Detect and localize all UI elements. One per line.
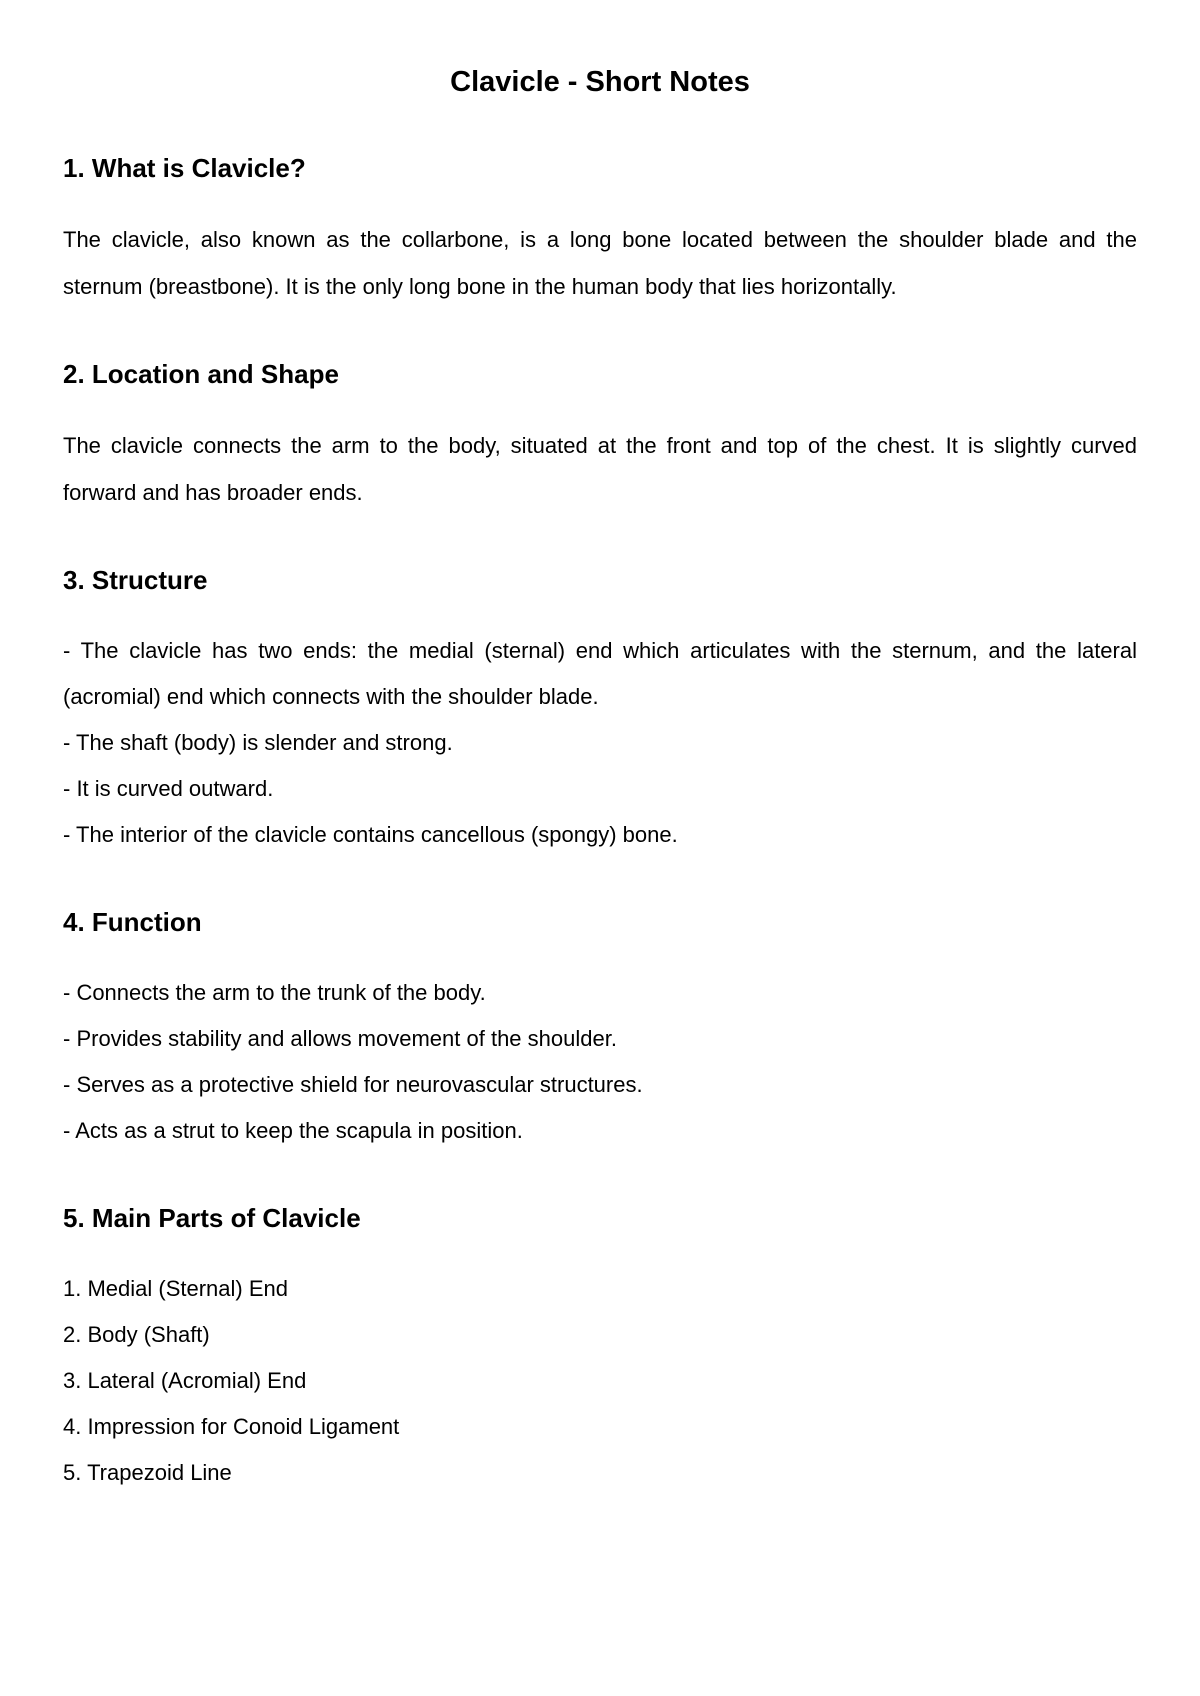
- list-item: - Connects the arm to the trunk of the body.: [63, 980, 486, 1005]
- section-main-parts: [63, 1198, 1137, 1496]
- list-item: 1. Medial (Sternal) End: [63, 1276, 288, 1301]
- section-function: [63, 902, 1137, 1154]
- section-heading: 3. Structure: [63, 565, 208, 595]
- list-item: - Serves as a protective shield for neurovascular structures.: [63, 1072, 643, 1097]
- section-heading: 2. Location and Shape: [63, 359, 339, 389]
- section-heading: 5. Main Parts of Clavicle: [63, 1203, 361, 1233]
- section-structure: [63, 560, 1137, 858]
- list-item: - Provides stability and allows movement of the shoulder.: [63, 1026, 617, 1051]
- section-location-and-shape: [63, 354, 1137, 516]
- section-paragraph: The clavicle, also known as the collarbone, is a long bone located between the shoulder blade and the sternum (breastbone). It is the only long bone in the human body that lies horizontally.: [63, 227, 1137, 299]
- section-heading: 4. Function: [63, 907, 202, 937]
- list-item: 3. Lateral (Acromial) End: [63, 1368, 307, 1393]
- list-item: - The shaft (body) is slender and strong.: [63, 730, 453, 755]
- list-item: - Acts as a strut to keep the scapula in position.: [63, 1118, 523, 1143]
- document-title: Clavicle - Short Notes: [450, 66, 750, 98]
- list-item: 2. Body (Shaft): [63, 1322, 210, 1347]
- list-item: 4. Impression for Conoid Ligament: [63, 1414, 400, 1439]
- list-item: - It is curved outward.: [63, 776, 274, 801]
- list-item: 5. Trapezoid Line: [63, 1460, 232, 1485]
- section-what-is-clavicle: [63, 148, 1137, 310]
- section-paragraph: The clavicle connects the arm to the body, situated at the front and top of the chest. It is slightly curved forward and has broader ends.: [63, 433, 1137, 505]
- section-heading: 1. What is Clavicle?: [63, 153, 306, 183]
- list-item: - The interior of the clavicle contains cancellous (spongy) bone.: [63, 822, 678, 847]
- list-item: - The clavicle has two ends: the medial (sternal) end which articulates with the sternum, and the lateral (acromial) end which connects with the shoulder blade.: [63, 638, 1137, 709]
